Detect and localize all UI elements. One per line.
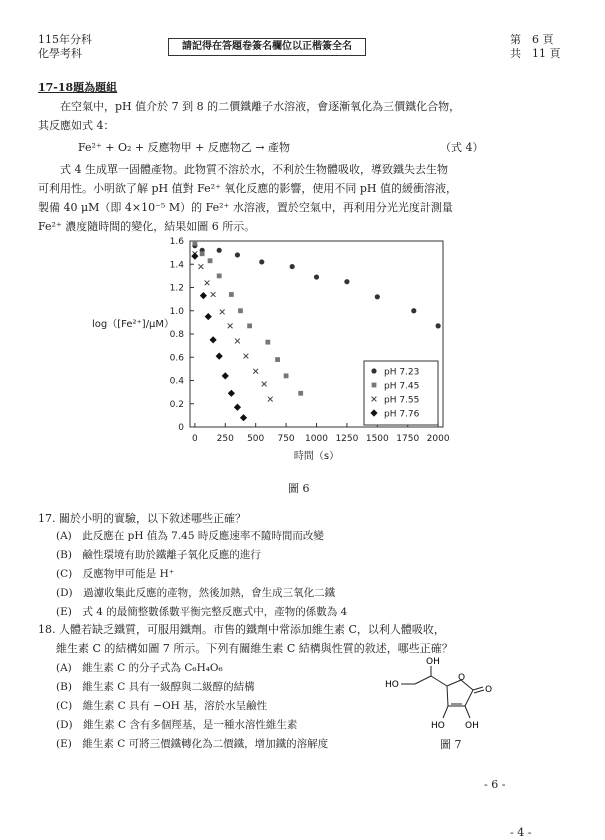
data-point-ph-7-55 <box>244 354 249 359</box>
para2-line-2: 可利用性。小明欲了解 pH 值對 Fe²⁺ 氧化反應的影響，使用不同 pH 值的緩衝溶液， <box>38 182 458 195</box>
data-point-ph-7-55 <box>235 339 240 344</box>
data-point-ph-7-55 <box>262 382 267 387</box>
data-point-ph-7-45 <box>229 292 234 297</box>
y-tick-label: 1.6 <box>169 237 184 247</box>
vitamin-c-structure <box>385 654 500 732</box>
data-point-ph-7-55 <box>220 310 225 315</box>
data-point-ph-7-55 <box>211 292 216 297</box>
para2-line-4: Fe²⁺ 濃度隨時間的變化，結果如圖 6 所示。 <box>38 220 256 233</box>
data-point-ph-7-45 <box>200 251 205 256</box>
x-tick-label: 750 <box>277 434 295 444</box>
intro-line-1: 在空氣中，pH 值介於 7 到 8 的二價鐵離子水溶液，會逐漸氧化為三價鐵化合物， <box>60 100 461 113</box>
x-tick-label: 2000 <box>426 434 450 444</box>
figure-6-chart <box>0 235 605 475</box>
data-point-ph-7-76 <box>205 313 212 320</box>
data-point-ph-7-45 <box>217 273 222 278</box>
data-point-ph-7-55 <box>268 397 273 402</box>
y-tick-label: 0.8 <box>169 330 184 340</box>
structure-ho-left: HO <box>385 680 399 690</box>
data-point-ph-7-23 <box>235 252 240 257</box>
data-point-ph-7-45 <box>238 308 243 313</box>
q18-option-c: (C) 維生素 C 具有 −OH 基，溶於水呈鹼性 <box>56 700 268 712</box>
y-tick-label: 0 <box>178 423 184 433</box>
x-tick-label: 0 <box>191 434 198 444</box>
structure-ho-bottom: HO <box>431 721 445 731</box>
question-18-stem-1: 18. 人體若缺乏鐵質，可服用鐵劑。市售的鐵劑中常添加維生素 C，以利人體吸收， <box>38 623 445 636</box>
data-point-ph-7-23 <box>375 294 380 299</box>
legend-label: pH 7.23 <box>384 367 420 378</box>
data-point-ph-7-55 <box>253 369 258 374</box>
structure-oh-bottom: OH <box>465 721 479 731</box>
q17-option-a: (A) 此反應在 pH 值為 7.45 時反應速率不隨時間而改變 <box>56 530 324 542</box>
data-point-ph-7-23 <box>259 259 264 264</box>
data-point-ph-7-76 <box>210 336 217 343</box>
data-point-ph-7-55 <box>205 280 210 285</box>
exam-subject: 化學考科 <box>38 47 82 60</box>
data-point-ph-7-55 <box>199 264 204 269</box>
y-axis-label: log（[Fe²⁺]/μM） <box>92 319 175 330</box>
data-point-ph-7-23 <box>344 279 349 284</box>
data-point-ph-7-76 <box>222 372 229 379</box>
legend-label: pH 7.45 <box>384 381 420 392</box>
data-point-ph-7-23 <box>411 308 416 313</box>
q17-option-c: (C) 反應物甲可能是 H⁺ <box>56 568 175 580</box>
group-title: 17-18題為題組 <box>38 81 118 94</box>
q18-option-b: (B) 維生素 C 具有一級醇與二級醇的結構 <box>56 681 255 693</box>
exam-year: 115年分科 <box>38 33 92 46</box>
data-point-ph-7-76 <box>191 253 198 260</box>
data-point-ph-7-45 <box>298 391 303 396</box>
y-tick-label: 1.0 <box>169 306 184 317</box>
structure-oh-top: OH <box>426 657 440 667</box>
x-tick-label: 1250 <box>335 434 359 444</box>
data-point-ph-7-23 <box>314 274 319 279</box>
x-axis-label: 時間（s） <box>293 451 340 462</box>
equation-label: （式 4） <box>440 141 484 154</box>
para2-line-3: 製備 40 μM（即 4×10⁻⁵ M）的 Fe²⁺ 水溶液，置於空氣中，再利用分光光度計測量 <box>38 201 453 214</box>
y-tick-label: 0.6 <box>169 353 184 364</box>
q18-option-a: (A) 維生素 C 的分子式為 C₆H₄O₆ <box>56 662 223 674</box>
x-tick-label: 1750 <box>396 434 420 444</box>
figure-7-caption: 圖 7 <box>440 738 462 751</box>
data-point-ph-7-76 <box>200 292 207 299</box>
x-tick-label: 250 <box>216 434 234 444</box>
y-tick-label: 1.2 <box>169 283 184 294</box>
page-footer-inner: - 6 - <box>484 778 506 791</box>
q17-option-e: (E) 式 4 的最簡整數係數平衡完整反應式中，產物的係數為 4 <box>56 606 348 618</box>
legend-label: pH 7.76 <box>384 409 420 420</box>
data-point-ph-7-45 <box>192 241 197 246</box>
intro-line-2: 其反應如式 4： <box>38 119 115 132</box>
data-point-ph-7-76 <box>234 404 241 411</box>
y-tick-label: 0.2 <box>169 399 184 410</box>
x-tick-label: 1500 <box>365 434 389 444</box>
structure-carbonyl-oxygen: O <box>485 685 493 695</box>
legend-marker <box>372 383 377 388</box>
q17-option-d: (D) 過濾收集此反應的產物，然後加熱，會生成三氧化二鐵 <box>56 587 336 599</box>
q18-option-d: (D) 維生素 C 含有多個羥基，是一種水溶性維生素 <box>56 719 298 731</box>
question-18-stem-2: 維生素 C 的結構如圖 7 所示。下列有關維生素 C 結構與性質的敘述，哪些正確？ <box>56 642 453 655</box>
x-tick-label: 1000 <box>305 434 328 444</box>
data-point-ph-7-23 <box>217 248 222 253</box>
data-point-ph-7-45 <box>265 340 270 345</box>
q18-option-e: (E) 維生素 C 可將三價鐵轉化為二價鐵，增加鐵的溶解度 <box>56 738 329 750</box>
data-point-ph-7-76 <box>216 352 223 359</box>
data-point-ph-7-76 <box>228 390 235 397</box>
q17-option-b: (B) 鹼性環境有助於鐵離子氧化反應的進行 <box>56 549 261 561</box>
page-total: 共 11 頁 <box>510 47 561 60</box>
y-tick-label: 1.4 <box>169 260 184 271</box>
signature-notice: 請記得在答題卷簽名欄位以正楷簽全名 <box>168 38 366 56</box>
data-point-ph-7-23 <box>436 323 441 328</box>
data-point-ph-7-55 <box>228 323 233 328</box>
legend-label: pH 7.55 <box>384 395 420 406</box>
data-point-ph-7-23 <box>290 264 295 269</box>
data-point-ph-7-45 <box>247 323 252 328</box>
equation: Fe²⁺ + O₂ + 反應物甲 + 反應物乙 → 產物 <box>78 141 291 154</box>
page-number: 第 6 頁 <box>510 33 554 46</box>
y-tick-label: 0.4 <box>169 376 184 387</box>
data-point-ph-7-45 <box>275 357 280 362</box>
x-tick-label: 500 <box>247 434 265 444</box>
structure-ring-oxygen: O <box>458 673 466 683</box>
page-footer-outer: - 4 - <box>510 826 532 839</box>
data-point-ph-7-45 <box>284 373 289 378</box>
para2-line-1: 式 4 生成單一固體產物。此物質不溶於水，不利於生物體吸收，導致鐵失去生物 <box>60 163 448 176</box>
legend-marker <box>371 368 376 373</box>
question-17-stem: 17. 關於小明的實驗，以下敘述哪些正確？ <box>38 512 246 525</box>
data-point-ph-7-76 <box>240 414 247 421</box>
data-point-ph-7-45 <box>208 258 213 263</box>
figure-6-caption: 圖 6 <box>288 482 310 495</box>
